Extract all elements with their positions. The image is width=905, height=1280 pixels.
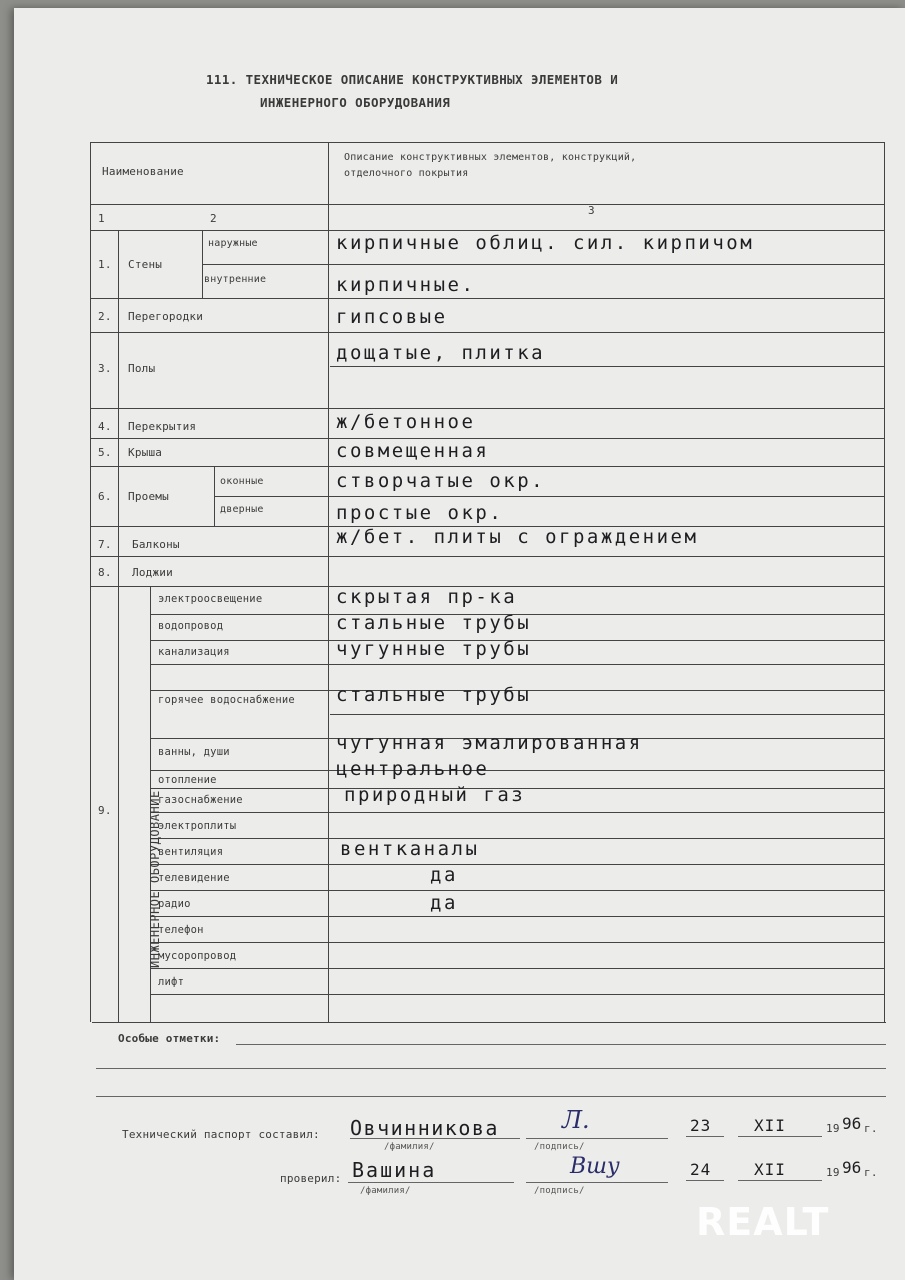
checked-by-surname: Вашина — [352, 1158, 437, 1182]
value-ceilings: ж/бетонное — [336, 411, 476, 433]
row-label-floors: Полы — [128, 362, 156, 375]
special-notes-label: Особые отметки: — [118, 1032, 221, 1045]
equipment-value: да — [430, 864, 458, 886]
row-number-floors: 3. — [98, 362, 112, 375]
row-sublabel-walls-outer: наружные — [208, 238, 258, 249]
equipment-label: горячее водоснабжение — [158, 694, 295, 706]
row-number-loggias: 8. — [98, 566, 112, 579]
checked-signature: Вшу — [570, 1154, 620, 1179]
equipment-label: вентиляция — [158, 846, 224, 858]
value-balconies: ж/бет. плиты с ограждением — [336, 526, 699, 548]
column-header-name: Наименование — [102, 165, 184, 178]
value-walls-inner: кирпичные. — [336, 274, 476, 296]
equipment-value: чугунная эмалированная — [336, 732, 643, 754]
row-number-equipment: 9. — [98, 804, 112, 817]
column-number-1: 1 — [98, 212, 105, 225]
compiled-signature: Л. — [562, 1106, 590, 1134]
row-label-balconies: Балконы — [132, 538, 180, 551]
equipment-label: мусоропровод — [158, 950, 237, 962]
column-header-description-line1: Описание конструктивных элементов, конструкций, — [344, 152, 637, 163]
equipment-value: стальные трубы — [336, 612, 532, 634]
equipment-label: ванны, души — [158, 746, 230, 758]
equipment-label: радио — [158, 898, 191, 910]
checked-signature-caption: /подпись/ — [534, 1186, 585, 1196]
compiled-year-prefix: 19 — [826, 1122, 840, 1135]
compiled-surname-caption: /фамилия/ — [384, 1142, 435, 1152]
equipment-value: чугунные трубы — [336, 638, 532, 660]
value-floors: дощатые, плитка — [336, 342, 546, 364]
value-openings-doors: простые окр. — [336, 502, 504, 524]
checked-surname-caption: /фамилия/ — [360, 1186, 411, 1196]
compiled-by-label: Технический паспорт составил: — [122, 1128, 320, 1141]
row-number-balconies: 7. — [98, 538, 112, 551]
equipment-value: скрытая пр-ка — [336, 586, 518, 608]
checked-year-suffix: 96 — [842, 1158, 862, 1177]
column-number-3: 3 — [588, 204, 595, 217]
equipment-label: отопление — [158, 774, 217, 786]
compiled-by-surname: Овчинникова — [350, 1116, 499, 1140]
equipment-label: канализация — [158, 646, 230, 658]
checked-date-month: XII — [754, 1160, 786, 1179]
checked-year-prefix: 19 — [826, 1166, 840, 1179]
equipment-label: телевидение — [158, 872, 230, 884]
compiled-year-tail: г. — [864, 1122, 878, 1135]
value-walls-outer: кирпичные облиц. сил. кирпичом — [336, 232, 755, 254]
document-page — [14, 8, 905, 1280]
document-title-line1: 111. ТЕХНИЧЕСКОЕ ОПИСАНИЕ КОНСТРУКТИВНЫХ ЭЛЕМЕНТОВ И — [206, 72, 619, 87]
checked-date-day: 24 — [690, 1160, 712, 1179]
row-label-ceilings: Перекрытия — [128, 420, 197, 433]
compiled-year-suffix: 96 — [842, 1114, 862, 1133]
compiled-signature-caption: /подпись/ — [534, 1142, 585, 1152]
row-label-openings: Проемы — [128, 490, 169, 503]
row-number-partitions: 2. — [98, 310, 112, 323]
watermark-logo: REALT — [696, 1200, 830, 1244]
equipment-label: телефон — [158, 924, 204, 936]
equipment-value: вентканалы — [340, 838, 480, 860]
equipment-value: стальные трубы — [336, 684, 532, 706]
equipment-value: центральное — [336, 758, 490, 780]
compiled-date-day: 23 — [690, 1116, 712, 1135]
row-sublabel-walls-inner: внутренние — [204, 274, 267, 285]
row-label-walls: Стены — [128, 258, 163, 271]
equipment-vertical-label: ИНЖЕНЕРНОЕ ОБОРУДОВАНИЕ — [148, 790, 162, 968]
row-number-openings: 6. — [98, 490, 112, 503]
equipment-label: водопровод — [158, 620, 224, 632]
row-label-partitions: Перегородки — [128, 310, 204, 323]
row-sublabel-openings-windows: оконные — [220, 476, 264, 487]
value-openings-windows: створчатые окр. — [336, 470, 546, 492]
column-header-description-line2: отделочного покрытия — [344, 168, 469, 179]
row-number-ceilings: 4. — [98, 420, 112, 433]
equipment-value: природный газ — [344, 784, 526, 806]
value-roof: совмещенная — [336, 440, 490, 462]
row-number-roof: 5. — [98, 446, 112, 459]
checked-year-tail: г. — [864, 1166, 878, 1179]
row-label-roof: Крыша — [128, 446, 163, 459]
value-partitions: гипсовые — [336, 306, 448, 328]
equipment-label: электроплиты — [158, 820, 237, 832]
equipment-value: да — [430, 892, 458, 914]
equipment-label: электроосвещение — [158, 593, 263, 605]
equipment-label: лифт — [158, 976, 185, 988]
row-sublabel-openings-doors: дверные — [220, 504, 264, 515]
equipment-label: газоснабжение — [158, 794, 243, 806]
document-title-line2: ИНЖЕНЕРНОГО ОБОРУДОВАНИЯ — [260, 95, 451, 110]
row-number-walls: 1. — [98, 258, 112, 271]
column-number-2: 2 — [210, 212, 217, 225]
compiled-date-month: XII — [754, 1116, 786, 1135]
row-label-loggias: Лоджии — [132, 566, 173, 579]
checked-by-label: проверил: — [280, 1172, 342, 1185]
